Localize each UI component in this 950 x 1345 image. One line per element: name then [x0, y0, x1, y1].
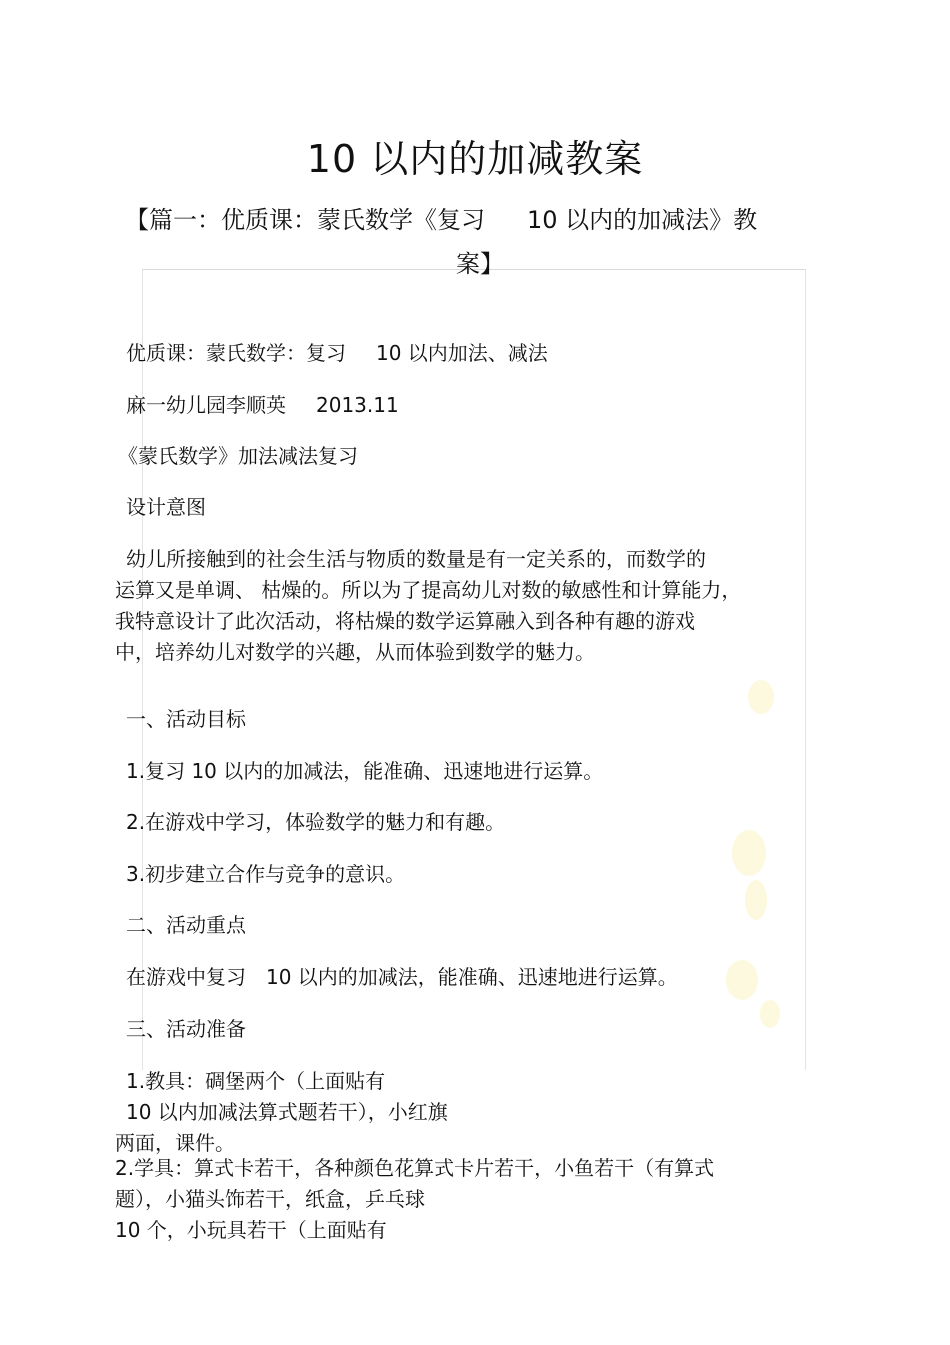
prep-item-1: 1.教具：碉堡两个（上面贴有 10 以内加减法算式题若干），小红旗 两面，课件。	[115, 1069, 448, 1155]
design-intent-paragraph: 幼儿所接触到的社会生活与物质的数量是有一定关系的，而数学的 运算又是单调、 枯燥的。所以为了提高幼儿对数的敏感性和计算能力， 我特意设计了此次活动，将枯燥的数学运算融入到各种有趣的游戏 中，培养幼儿对数学的兴趣，从而体验到数学的魅力。	[115, 547, 742, 664]
course-line: 优质课：蒙氏数学：复习 10 以内加法、减法	[126, 341, 548, 365]
author-line: 麻一幼儿园李顺英 2013.11	[126, 393, 399, 417]
section-heading-key: 二、活动重点	[126, 913, 246, 937]
topic-line: 《蒙氏数学》加法减法复习	[118, 444, 358, 468]
document-subtitle	[125, 198, 825, 286]
section-heading-design: 设计意图	[126, 495, 206, 519]
document-title: 10 以内的加减教案	[306, 137, 644, 181]
goal-item: 3.初步建立合作与竞争的意识。	[126, 862, 406, 886]
subtitle-line1: 【篇一：优质课：蒙氏数学《复习 10 以内的加减法》教	[125, 206, 758, 234]
goal-item: 1.复习 10 以内的加减法，能准确、迅速地进行运算。	[126, 759, 604, 783]
section-heading-prep: 三、活动准备	[126, 1017, 246, 1041]
subtitle-line2: 案】	[456, 250, 504, 278]
prep-item-2: 2.学具：算式卡若干，各种颜色花算式卡片若干，小鱼若干（有算式 题），小猫头饰若干，纸盒，乒乓球 10 个，小玩具若干（上面贴有	[115, 1156, 715, 1242]
section-heading-goals: 一、活动目标	[126, 707, 246, 731]
key-point-line: 在游戏中复习 10 以内的加减法，能准确、迅速地进行运算。	[126, 965, 678, 989]
goal-item: 2.在游戏中学习，体验数学的魅力和有趣。	[126, 810, 506, 834]
